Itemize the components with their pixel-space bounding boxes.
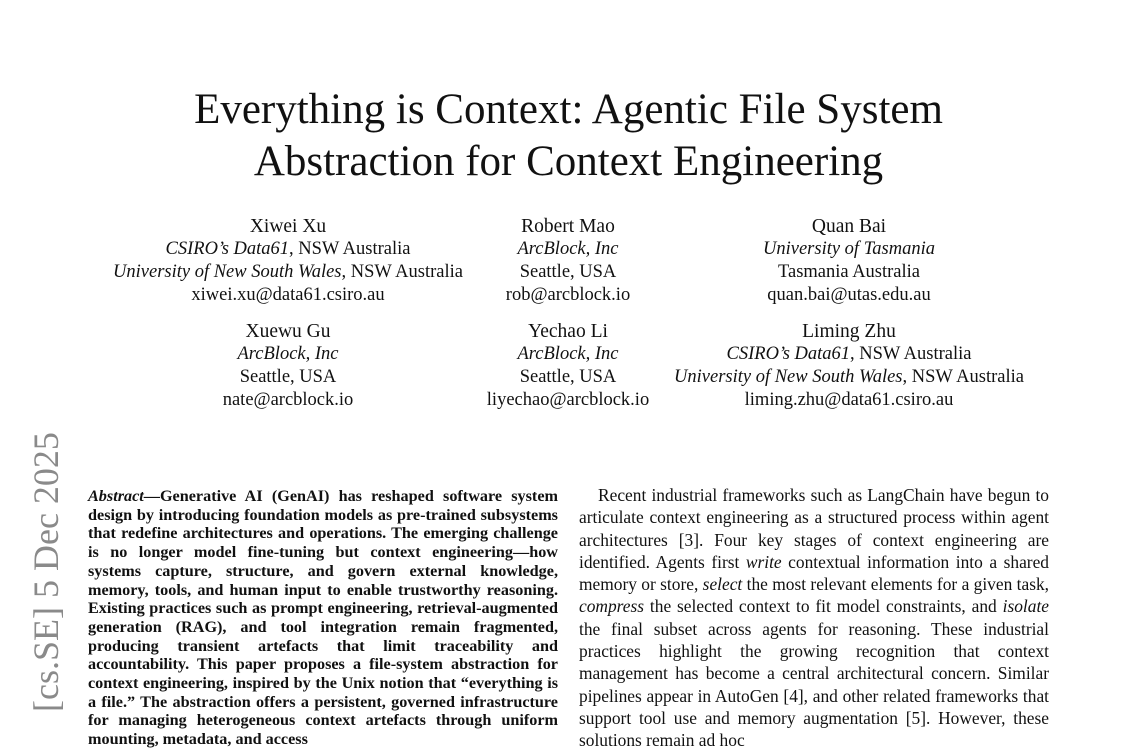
author-block bbox=[178, 320, 398, 412]
emphasis-select: select bbox=[702, 574, 743, 595]
author-location: Seattle, USA bbox=[239, 367, 337, 387]
author-location: Seattle, USA bbox=[519, 367, 617, 387]
author-affiliation: ArcBlock, Inc bbox=[237, 344, 339, 364]
emphasis-compress: compress bbox=[579, 596, 645, 617]
author-name: Yechao Li bbox=[528, 321, 608, 342]
author-affiliation: CSIRO’s Data61, NSW Australia bbox=[726, 344, 972, 364]
arxiv-stamp bbox=[22, 412, 72, 712]
author-name: Quan Bai bbox=[811, 216, 887, 237]
author-location: Tasmania Australia bbox=[777, 262, 921, 282]
author-email: quan.bai@utas.edu.au bbox=[767, 285, 931, 305]
abstract bbox=[88, 487, 558, 749]
arxiv-stamp-text: [cs.SE] 5 Dec 2025 bbox=[26, 432, 66, 712]
author-affiliation: University of New South Wales, NSW Australia bbox=[674, 367, 1024, 387]
body-paragraph: Recent industrial frameworks such as LangChain have begun to articulate context engineering as a structured process within agent architectures [3]. Four key stages of context engineering are identified. Agents first write contextual information into a shared memory or store, select the most relevant elements for a given task, compress the selected context to fit model constraints, and isolate the final subset across agents for reasoning. These industrial practices highlight the growing recognition that context management has become a central architectural concern. Similar pipelines appear in AutoGen [4], and other related frameworks that support tool use and memory augmentation [5]. However, these solutions remain ad hoc bbox=[579, 485, 1049, 751]
author-email: liming.zhu@data61.csiro.au bbox=[744, 390, 954, 410]
abstract-label: Abstract bbox=[88, 487, 144, 505]
emphasis-write: write bbox=[745, 551, 782, 572]
author-block bbox=[458, 320, 678, 412]
author-affiliation: ArcBlock, Inc bbox=[517, 344, 619, 364]
paper-title-line-2: Abstraction for Context Engineering bbox=[253, 138, 884, 185]
author-name: Xuewu Gu bbox=[245, 321, 331, 342]
author-email: nate@arcblock.io bbox=[222, 390, 354, 410]
author-affiliation: University of Tasmania bbox=[763, 239, 935, 259]
author-affiliation: CSIRO’s Data61, NSW Australia bbox=[165, 239, 411, 259]
paper-title-line-1: Everything is Context: Agentic File System bbox=[194, 86, 943, 133]
author-location: Seattle, USA bbox=[519, 262, 617, 282]
author-email: xiwei.xu@data61.csiro.au bbox=[191, 285, 385, 305]
author-name: Liming Zhu bbox=[802, 321, 896, 342]
author-name: Robert Mao bbox=[521, 216, 615, 237]
emphasis-isolate: isolate bbox=[1002, 596, 1049, 617]
author-affiliation: University of New South Wales, NSW Australia bbox=[113, 262, 463, 282]
author-block bbox=[719, 215, 979, 307]
author-block bbox=[659, 320, 1039, 412]
author-email: rob@arcblock.io bbox=[505, 285, 631, 305]
author-block bbox=[98, 215, 478, 307]
author-email: liyechao@arcblock.io bbox=[486, 390, 650, 410]
abstract-text: —Generative AI (GenAI) has reshaped software system design by introducing foundation models as pre-trained subsystems that redefine architectures and operations. The emerging challenge is no longer model fine-tuning but context engineering—how systems capture, structure, and govern external knowledge, memory, tools, and human input to enable trustworthy reasoning. Existing practices such as prompt engineering, retrieval-augmented generation (RAG), and tool integration remain fragmented, producing transient artefacts that limit traceability and accountability. This paper proposes a file-system abstraction for context engineering, inspired by the Unix notion that “everything is a file.” The abstraction offers a persistent, governed infrastructure for managing heterogeneous context artefacts through uniform mounting, metadata, and access bbox=[88, 487, 558, 749]
author-name: Xiwei Xu bbox=[249, 216, 327, 237]
author-affiliation: ArcBlock, Inc bbox=[517, 239, 619, 259]
author-block bbox=[468, 215, 668, 307]
